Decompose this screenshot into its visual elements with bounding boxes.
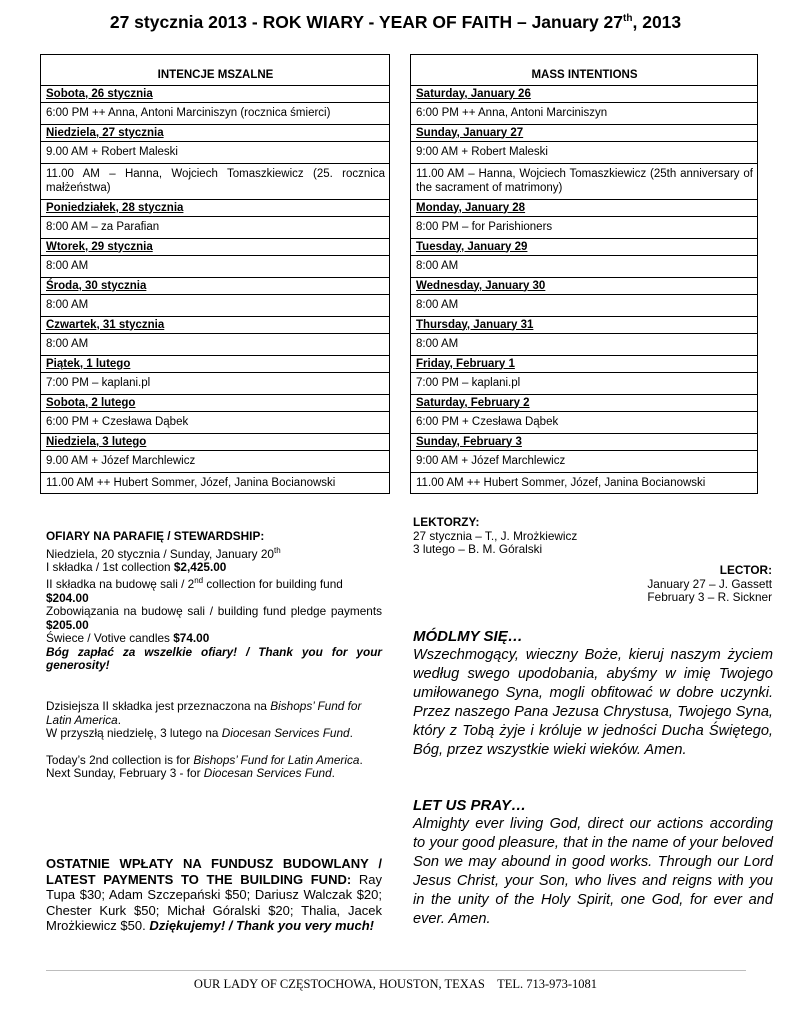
note-en-next: Next Sunday, February 3 - for Diocesan Services Fund. — [46, 766, 335, 780]
intentions-table-english — [410, 54, 758, 494]
intentions-en-day: Saturday, January 26 — [411, 85, 758, 103]
prayer-english-body: Almighty ever living God, direct our actions according to your good pleasure, that in the name of your beloved Son we may abound in good works. Through our Lord Jesus Christ, your Son, who lives and reigns with you in the unity of the Holy Spirit, one God, for ever and ever. Amen. — [413, 816, 773, 927]
intentions-en-day: Sunday, January 27 — [411, 124, 758, 142]
intentions-pl-mass: 7:00 PM – kaplani.pl — [41, 373, 390, 395]
stewardship-thanks: Bóg zapłać za wszelkie ofiary! / Thank you for your generosity! — [46, 644, 382, 673]
lektorzy-line: 3 lutego – B. M. Góralski — [413, 542, 543, 556]
lector-heading: LECTOR: — [719, 563, 772, 577]
stewardship-heading: OFIARY NA PARAFIĘ / STEWARDSHIP: — [46, 529, 265, 543]
lector-line: January 27 – J. Gassett — [647, 576, 772, 591]
intentions-pl-day: Poniedziałek, 28 stycznia — [41, 199, 390, 217]
intentions-pl-mass: 11.00 AM – Hanna, Wojciech Tomaszkiewicz (25. rocznica małżeństwa) — [41, 163, 390, 199]
intentions-pl-day: Piątek, 1 lutego — [41, 355, 390, 373]
intentions-en-day: Thursday, January 31 — [411, 316, 758, 334]
intentions-en-day: Wednesday, January 30 — [411, 277, 758, 295]
pledge-payments: Zobowiązania na budowę sali / building fund pledge payments $205.00 — [46, 604, 382, 632]
second-collection: II składka na budowę sali / 2nd collection for building fund $204.00 — [46, 576, 343, 605]
intentions-en-mass: 9:00 AM + Józef Marchlewicz — [411, 451, 758, 473]
intentions-en-day: Tuesday, January 29 — [411, 238, 758, 256]
intentions-pl-mass: 11.00 AM ++ Hubert Sommer, Józef, Janina Bocianowski — [41, 472, 390, 494]
intentions-table-polish — [40, 54, 390, 494]
building-fund-section — [46, 856, 382, 934]
intentions-pl-mass: 8:00 AM – za Parafian — [41, 217, 390, 239]
intentions-pl-mass: 8:00 AM — [41, 334, 390, 356]
intentions-en-mass: 8:00 AM — [411, 295, 758, 317]
note-pl-today: Dzisiejsza II składka jest przeznaczona na Bishops’ Fund for Latin America. — [46, 699, 362, 727]
collection-notes — [46, 700, 382, 781]
intentions-pl-day: Sobota, 26 stycznia — [41, 85, 390, 103]
intentions-en-mass: 11.00 AM – Hanna, Wojciech Tomaszkiewicz (25th anniversary of the sacrament of matrimony) — [411, 163, 758, 199]
lektorzy-line: 27 stycznia – T., J. Mrożkiewicz — [413, 528, 578, 543]
intentions-pl-day: Czwartek, 31 stycznia — [41, 316, 390, 334]
intentions-pl-mass: 8:00 AM — [41, 295, 390, 317]
intentions-en-mass: 7:00 PM – kaplani.pl — [411, 373, 758, 395]
prayer-polish — [413, 627, 773, 760]
prayer-polish-heading: MÓDLMY SIĘ… — [413, 628, 523, 645]
intentions-pl-day: Środa, 30 stycznia — [41, 277, 390, 295]
intentions-en-day: Sunday, February 3 — [411, 433, 758, 451]
intentions-pl-day: Wtorek, 29 stycznia — [41, 238, 390, 256]
intentions-en-day: Friday, February 1 — [411, 355, 758, 373]
votive-candles: Świece / Votive candles $74.00 — [46, 631, 210, 646]
intentions-en-mass: 6:00 PM ++ Anna, Antoni Marciniszyn — [411, 103, 758, 125]
lektorzy-heading: LEKTORZY: — [413, 515, 480, 529]
prayer-english — [413, 796, 773, 929]
first-collection: I składka / 1st collection $2,425.00 — [46, 559, 227, 574]
stewardship-date: Niedziela, 20 stycznia / Sunday, January 20th — [46, 545, 281, 561]
prayer-polish-body: Wszechmogący, wieczny Boże, kieruj naszym życiem według swego upodobania, abyśmy w imię Twojego umiłowanego Syna, mogli obfitować w dobre uczynki. Przez naszego Pana Jezusa Chrystusa, Twojego Syna, który z Tobą żyje i króluje w jedności Ducha Świętego, Bóg, przez wszystkie wieki wieków. Amen. — [413, 647, 773, 758]
intentions-pl-mass: 9.00 AM + Robert Maleski — [41, 142, 390, 164]
footer-divider — [46, 970, 746, 971]
lektorzy-section — [413, 516, 753, 557]
stewardship-section — [46, 530, 382, 673]
intentions-pl-day: Niedziela, 3 lutego — [41, 433, 390, 451]
intentions-pl-mass: 8:00 AM — [41, 256, 390, 278]
lector-section — [413, 564, 772, 605]
intentions-en-mass: 8:00 AM — [411, 256, 758, 278]
intentions-pl-day: Sobota, 2 lutego — [41, 394, 390, 412]
intentions-pl-heading: INTENCJE MSZALNE — [41, 55, 390, 86]
lector-line: February 3 – R. Sickner — [647, 590, 772, 604]
intentions-pl-mass: 6:00 PM ++ Anna, Antoni Marciniszyn (rocznica śmierci) — [41, 103, 390, 125]
page-title: 27 stycznia 2013 - ROK WIARY - YEAR OF FAITH – January 27th, 2013 — [109, 12, 682, 32]
prayer-english-heading: LET US PRAY… — [413, 797, 527, 814]
intentions-pl-day: Niedziela, 27 stycznia — [41, 124, 390, 142]
note-pl-next: W przyszłą niedzielę, 3 lutego na Diocesan Services Fund. — [46, 726, 353, 740]
intentions-pl-mass: 6:00 PM + Czesława Dąbek — [41, 412, 390, 434]
footer-parish-info: OUR LADY OF CZĘSTOCHOWA, HOUSTON, TEXAS TEL. 713-973-1081 — [193, 977, 598, 991]
intentions-en-mass: 11.00 AM ++ Hubert Sommer, Józef, Janina Bocianowski — [411, 472, 758, 494]
intentions-en-heading: MASS INTENTIONS — [411, 55, 758, 86]
intentions-en-day: Monday, January 28 — [411, 199, 758, 217]
intentions-en-mass: 8:00 PM – for Parishioners — [411, 217, 758, 239]
note-en-today: Today’s 2nd collection is for Bishops’ Fund for Latin America. — [46, 752, 363, 767]
intentions-en-day: Saturday, February 2 — [411, 394, 758, 412]
intentions-pl-mass: 9.00 AM + Józef Marchlewicz — [41, 451, 390, 473]
building-fund-heading: OSTATNIE WPŁATY NA FUNDUSZ BUDOWLANY / LATEST PAYMENTS TO THE BUILDING FUND: — [46, 856, 382, 887]
intentions-en-mass: 6:00 PM + Czesława Dąbek — [411, 412, 758, 434]
intentions-en-mass: 9:00 AM + Robert Maleski — [411, 142, 758, 164]
building-fund-text: OSTATNIE WPŁATY NA FUNDUSZ BUDOWLANY / LATEST PAYMENTS TO THE BUILDING FUND: Ray Tupa $30; Adam Szczepański $50; Dariusz Walczak $20; Chester Kurk $50; Michał Góralski $20; Thalia, Jacek Mrożkiewicz $50. Dziękujemy! / Thank you very much! — [46, 856, 382, 933]
intentions-en-mass: 8:00 AM — [411, 334, 758, 356]
